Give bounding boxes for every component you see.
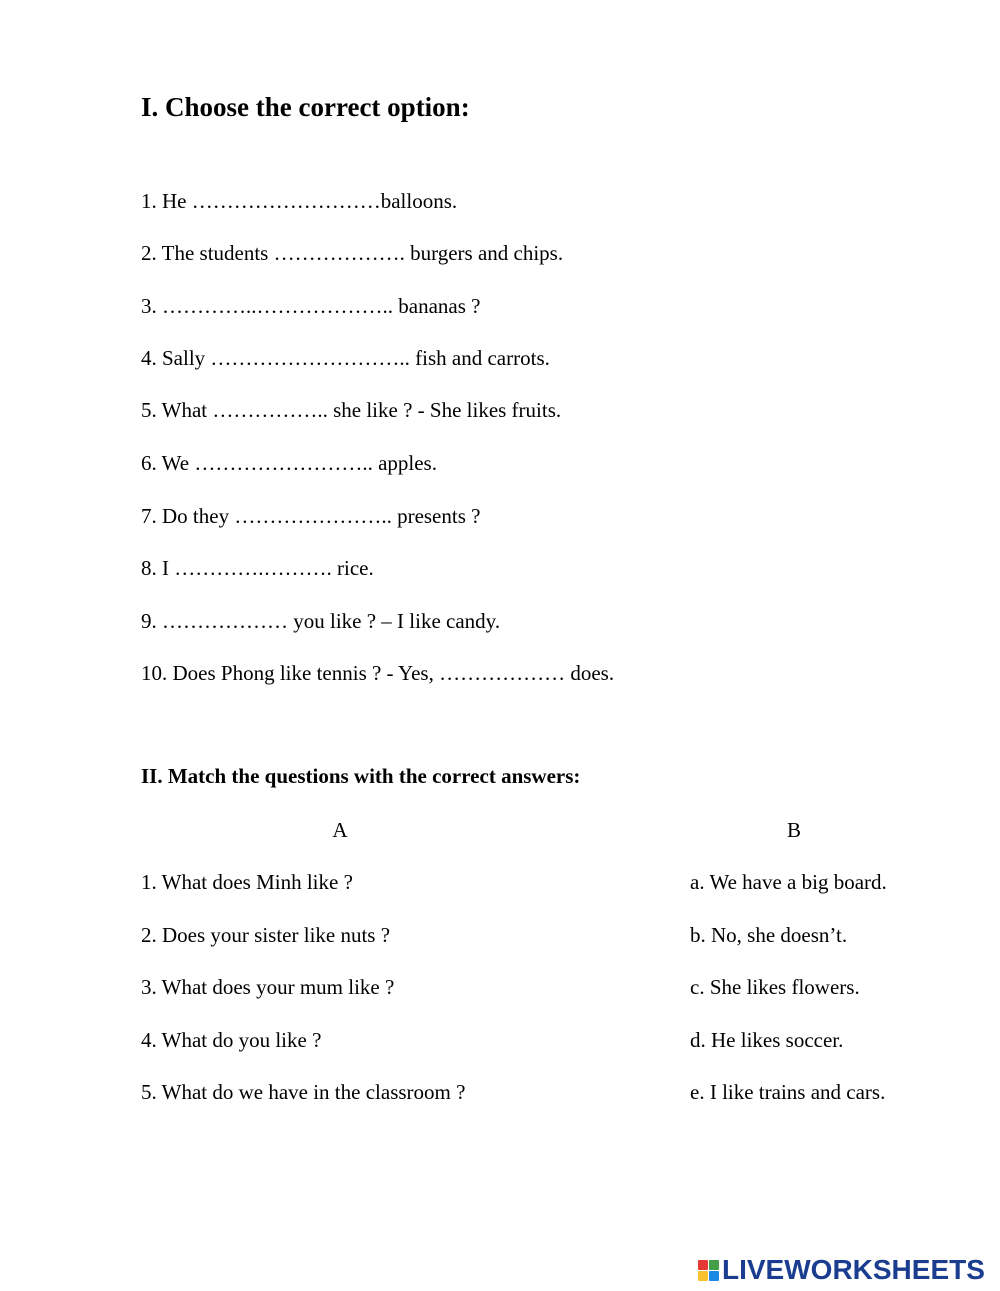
match-answer-c: c. She likes flowers. (690, 975, 860, 999)
match-answer-e: e. I like trains and cars. (690, 1080, 886, 1104)
logo-text: LIVEWORKSHEETS (722, 1254, 985, 1285)
exercise-item-4: 4. Sally ……………………….. fish and carrots. (141, 346, 550, 370)
liveworksheets-logo[interactable] (698, 1252, 985, 1288)
match-question-3: 3. What does your mum like ? (141, 975, 395, 999)
column-b-header: B (786, 818, 802, 842)
match-question-4: 4. What do you like ? (141, 1028, 322, 1052)
match-answer-d: d. He likes soccer. (690, 1028, 844, 1052)
section-2-title: II. Match the questions with the correct answers: (141, 764, 581, 788)
exercise-item-8: 8. I ………….………. rice. (141, 556, 374, 580)
match-question-2: 2. Does your sister like nuts ? (141, 923, 391, 947)
exercise-item-9: 9. ……………… you like ? – I like candy. (141, 609, 501, 633)
column-a-header: A (332, 818, 348, 842)
exercise-item-7: 7. Do they ………………….. presents ? (141, 504, 481, 528)
match-answer-a: a. We have a big board. (690, 870, 887, 894)
liveworksheets-logo-icon (698, 1260, 719, 1281)
exercise-item-5: 5. What …………….. she like ? - She likes fruits. (141, 398, 562, 422)
match-question-1: 1. What does Minh like ? (141, 870, 353, 894)
exercise-item-3: 3. …………..……………….. bananas ? (141, 294, 481, 318)
section-1-title: I. Choose the correct option: (141, 92, 470, 122)
exercise-item-6: 6. We …………………….. apples. (141, 451, 437, 475)
exercise-item-2: 2. The students ………………. burgers and chips. (141, 241, 564, 265)
match-question-5: 5. What do we have in the classroom ? (141, 1080, 466, 1104)
match-answer-b: b. No, she doesn’t. (690, 923, 848, 947)
exercise-item-1: 1. He ………………………balloons. (141, 189, 458, 213)
exercise-item-10: 10. Does Phong like tennis ? - Yes, ……………… does. (141, 661, 615, 685)
